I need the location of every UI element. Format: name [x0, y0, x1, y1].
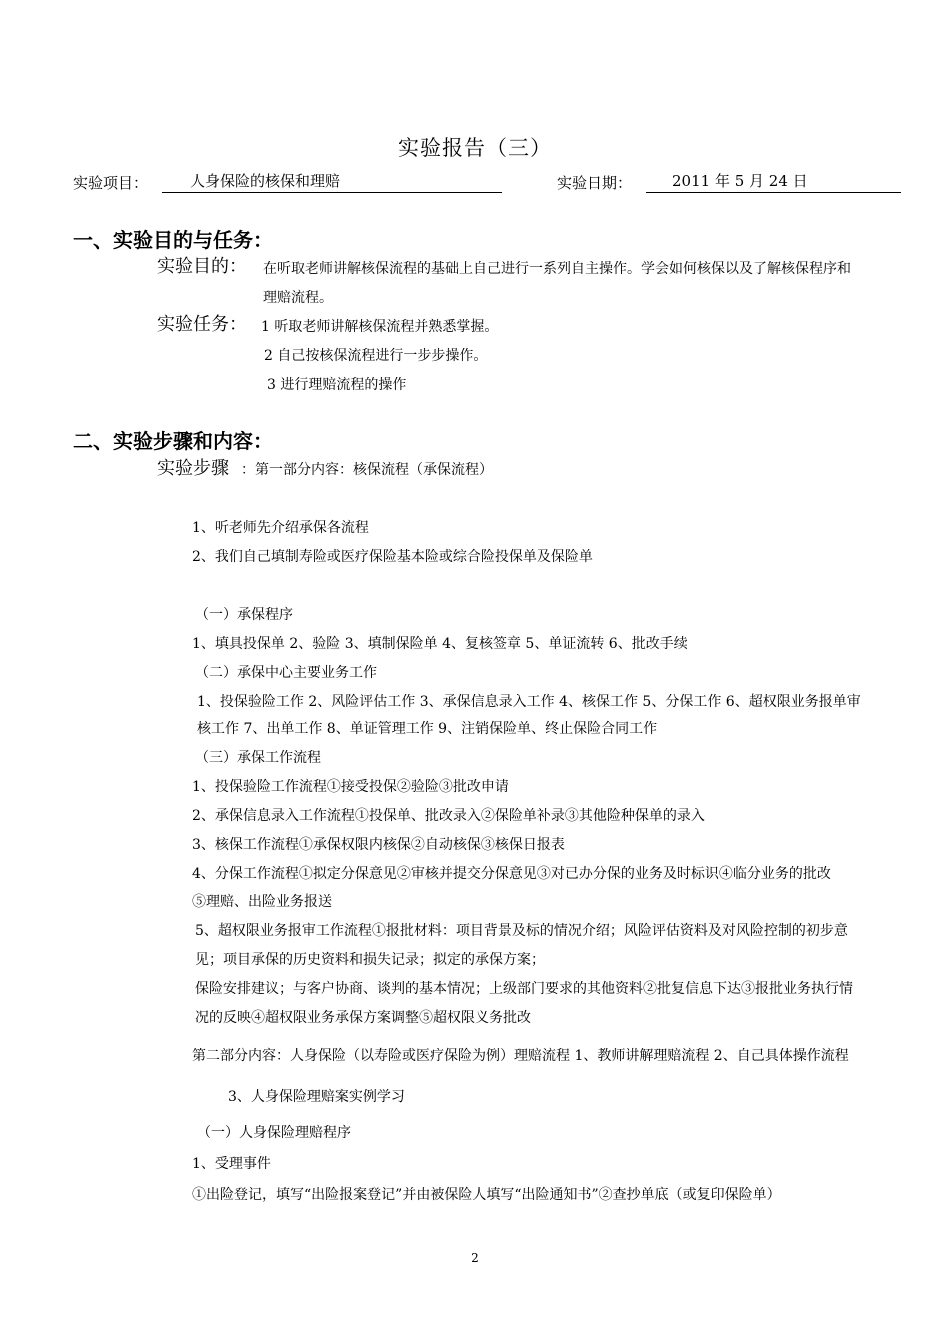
task-item-2: 2 自己按核保流程进行一步步操作。 — [264, 348, 488, 364]
body-line: 2、我们自己填制寿险或医疗保险基本险或综合险投保单及保险单 — [192, 549, 593, 565]
purpose-line-1: 在听取老师讲解核保流程的基础上自己进行一系列自主操作。学会如何核保以及了解核保程序和 — [263, 261, 851, 277]
body-line: 见；项目承保的历史资料和损失记录；拟定的承保方案； — [195, 952, 545, 968]
body-line: 3、核保工作流程①承保权限内核保②自动核保③核保日报表 — [192, 837, 565, 853]
project-value: 人身保险的核保和理赔 — [162, 170, 502, 193]
page-number: 2 — [471, 1251, 479, 1265]
date-value: 2011 年 5 月 24 日 — [646, 170, 901, 193]
body-line: 5、超权限业务报审工作流程①报批材料：项目背景及标的情况介绍；风险评估资料及对风险控制的初步意 — [195, 923, 848, 939]
body-line: 1、投保验险工作 2、风险评估工作 3、承保信息录入工作 4、核保工作 5、分保工作 6、超权限业务报单审 — [197, 694, 861, 710]
body-line: 1、填具投保单 2、验险 3、填制保险单 4、复核签章 5、单证流转 6、批改手续 — [192, 636, 688, 652]
body-line: （一）承保程序 — [195, 607, 293, 623]
body-line: 2、承保信息录入工作流程①投保单、批改录入②保险单补录③其他险种保单的录入 — [192, 808, 705, 824]
body-line: 第二部分内容：人身保险（以寿险或医疗保险为例）理赔流程 1、教师讲解理赔流程 2、自己具体操作流程 — [192, 1048, 849, 1064]
body-line: （三）承保工作流程 — [195, 750, 321, 766]
purpose-line-2: 理赔流程。 — [263, 290, 333, 306]
body-line: 4、分保工作流程①拟定分保意见②审核并提交分保意见③对已办分保的业务及时标识④临分业务的批改 — [192, 866, 831, 882]
body-line: ①出险登记，填写“出险报案登记”并由被保险人填写“出险通知书”②查抄单底（或复印保险单） — [192, 1187, 781, 1203]
section1-heading: 一、实验目的与任务： — [73, 228, 273, 252]
section2-heading: 二、实验步骤和内容： — [73, 429, 273, 453]
purpose-label: 实验目的： — [157, 256, 247, 277]
task-item-1: 1 听取老师讲解核保流程并熟悉掌握。 — [261, 319, 499, 335]
date-label: 实验日期： — [557, 174, 633, 192]
task-item-3: 3 进行理赔流程的操作 — [267, 377, 407, 393]
body-line: 核工作 7、出单工作 8、单证管理工作 9、注销保险单、终止保险合同工作 — [197, 721, 658, 737]
task-label: 实验任务： — [157, 314, 247, 335]
body-line: 保险安排建议；与客户协商、谈判的基本情况；上级部门要求的其他资料②批复信息下达③报批业务执行情 — [195, 981, 853, 997]
body-line: 1、受理事件 — [192, 1156, 271, 1172]
body-line: （二）承保中心主要业务工作 — [195, 665, 377, 681]
report-title: 实验报告（三） — [398, 136, 552, 160]
steps-intro: ：第一部分内容：核保流程（承保流程） — [241, 462, 493, 478]
body-line: ⑤理赔、出险业务报送 — [192, 894, 332, 910]
body-line: 1、投保验险工作流程①接受投保②验险③批改申请 — [192, 779, 509, 795]
body-line: （一）人身保险理赔程序 — [197, 1125, 351, 1141]
body-line: 况的反映④超权限业务承保方案调整⑤超权限义务批改 — [195, 1010, 531, 1026]
body-line: 1、听老师先介绍承保各流程 — [192, 520, 369, 536]
body-line: 3、人身保险理赔案实例学习 — [228, 1089, 405, 1105]
steps-label: 实验步骤 — [157, 458, 229, 479]
project-label: 实验项目： — [73, 174, 149, 192]
